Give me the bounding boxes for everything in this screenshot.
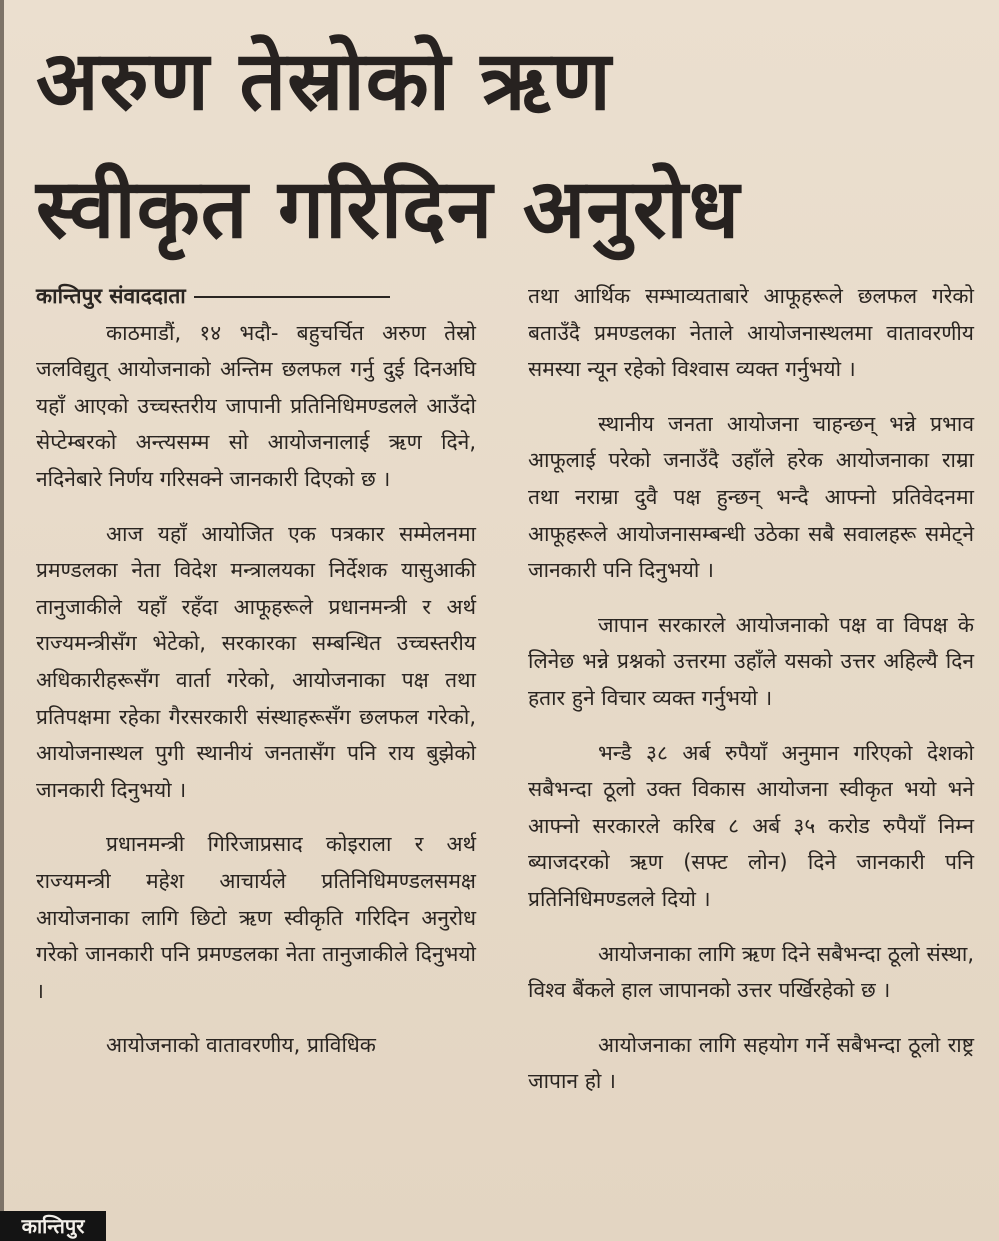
left-paragraph-3: प्रधानमन्त्री गिरिजाप्रसाद कोइराला र अर्थ राज्यमन्त्री महेश आचार्यले प्रतिनिधिमण्डलसमक्ष आयोजनाका लागि छिटो ऋण स्वीकृति गरिदिन अनुरोध गरेको जानकारी पनि प्रमण्डलका नेता तानुजाकीले दिनुभयो । [36,832,476,1003]
right-paragraph-1: तथा आर्थिक सम्भाव्यताबारे आफूहरूले छलफल गरेको बताउँदै प्रमण्डलका नेताले आयोजनास्थलमा वातावरणीय समस्या न्यून रहेको विश्वास व्यक्त गर्नुभयो । [528,284,974,382]
right-column [528,278,974,1100]
headline-line-2: स्वीकृत गरिदिन अनुरोध [36,162,741,257]
byline [36,278,476,315]
right-paragraph-6: आयोजनाका लागि सहयोग गर्ने सबैभन्दा ठूलो राष्ट्र जापान हो । [528,1032,974,1094]
headline-line-1: अरुण तेस्रोको ऋण [36,34,612,129]
headline [36,18,976,274]
left-column [36,278,476,1064]
right-paragraph-4: भन्डै ३८ अर्ब रुपैयाँ अनुमान गरिएको देशको सबैभन्दा ठूलो उक्त विकास आयोजना स्वीकृत भयो भने आफ्नो सरकारले करिब ८ अर्ब ३५ करोड रुपैयाँ निम्न ब्याजदरको ऋण (सफ्ट लोन) दिने जानकारी पनि प्रतिनिधिमण्डलले दियो । [528,740,974,911]
right-paragraph-3: जापान सरकारले आयोजनाको पक्ष वा विपक्ष के लिनेछ भन्ने प्रश्नको उत्तरमा उहाँले यसको उत्तर अहिल्यै दिन हतार हुने विचार व्यक्त गर्नुभयो । [528,612,974,710]
left-paragraph-4: आयोजनाको वातावरणीय, प्राविधिक [106,1033,376,1058]
left-paragraph-1: काठमाडौं, १४ भदौ- बहुचर्चित अरुण तेस्रो जलविद्युत् आयोजनाको अन्तिम छलफल गर्नु दुई दिनअघि यहाँ आएको उच्चस्तरीय जापानी प्रतिनिधिमण्डलले आउँदो सेप्टेम्बरको अन्त्यसम्म सो आयोजनालाई ऋण दिने, नदिनेबारे निर्णय गरिसक्ने जानकारी दिएको छ । [36,320,476,491]
kantipur-logo: कान्तिपुर [0,1211,106,1241]
right-paragraph-5: आयोजनाका लागि ऋण दिने सबैभन्दा ठूलो संस्था, विश्व बैंकले हाल जापानको उत्तर पर्खिरहेको छ । [528,941,974,1003]
left-paragraph-2: आज यहाँ आयोजित एक पत्रकार सम्मेलनमा प्रमण्डलका नेता विदेश मन्त्रालयका निर्देशक यासुआकी तानुजाकीले यहाँ रहँदा आफूहरूले प्रधानमन्त्री र अर्थ राज्यमन्त्रीसँग भेटेको, सरकारका सम्बन्धित उच्चस्तरीय अधिकारीहरूसँग वार्ता गरेको, आयोजनाका पक्ष तथा प्रतिपक्षमा रहेका गैरसरकारी संस्थाहरूसँग छलफल गरेको, आयोजनास्थल पुगी स्थानीयं जनतासँग पनि राय बुझेको जानकारी दिनुभयो । [36,521,476,802]
article-body [36,278,976,1238]
byline-text: कान्तिपुर संवाददाता [36,284,186,308]
byline-rule [194,296,390,298]
right-paragraph-2: स्थानीय जनता आयोजना चाहन्छन् भन्ने प्रभाव आफूलाई परेको जनाउँदै उहाँले हरेक आयोजनाका राम्रा तथा नराम्रा दुवै पक्ष हुन्छन् भन्दै आफ्नो प्रतिवेदनमा आफूहरूले आयोजनासम्बन्धी उठेका सबै सवालहरू समेट्ने जानकारी पनि दिनुभयो । [528,411,974,583]
clipping-edge [0,0,4,1241]
